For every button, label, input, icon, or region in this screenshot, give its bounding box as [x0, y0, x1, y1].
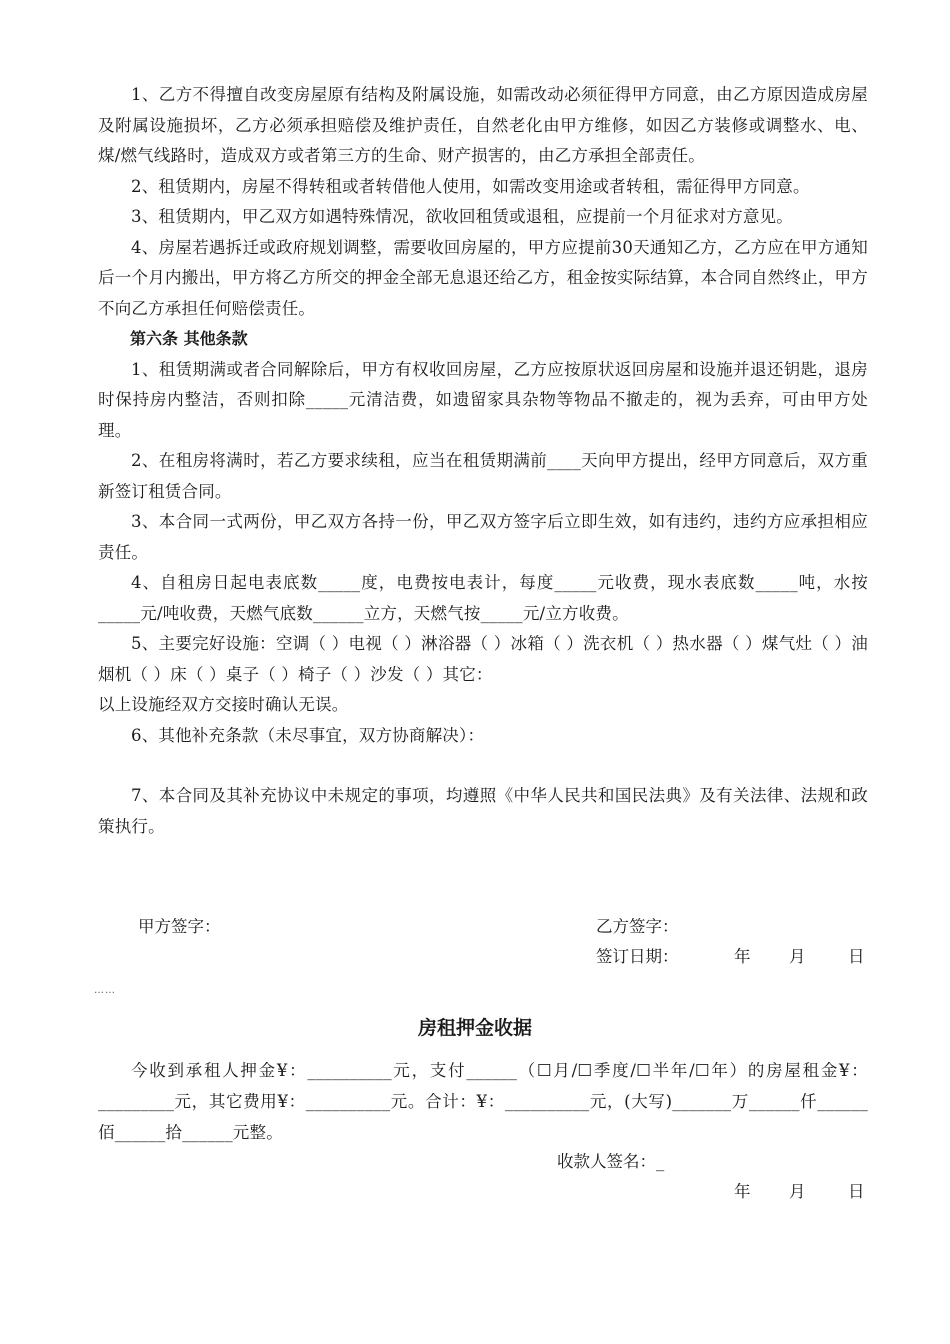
clause-5-3: 3、租赁期内，甲乙双方如遇特殊情况，欲收回租赁或退租，应提前一个月征求对方意见。 [131, 207, 793, 226]
clause-6-4: 4、自租房日起电表底数_____度，电费按电表计，每度_____元收费，现水表底数_____吨，水按_____元/吨收费，天燃气底数______立方，天燃气按_____元/立方收费。 [98, 573, 868, 623]
clause-6-2: 2、在租房将满时，若乙方要求续租，应当在租赁期满前____天向甲方提出，经甲方同意后，双方重新签订租赁合同。 [98, 451, 868, 501]
clause-6-7: 7、本合同及其补充协议中未规定的事项，均遵照《中华人民共和国民法典》及有关法律、法规和政策执行。 [98, 786, 868, 836]
receipt-title: 房租押金收据 [417, 1017, 532, 1039]
clause-5-1: 1、乙方不得擅自改变房屋原有结构及附属设施，如需改动必须征得甲方同意，由乙方原因造成房屋及附属设施损坏，乙方必须承担赔偿及维护责任，自然老化由甲方维修，如因乙方装修或调整水、电、煤/燃气线路时，造成双方或者第三方的生命、财产损害的，由乙方承担全部责任。 [98, 85, 868, 165]
blank-line [98, 751, 868, 781]
section-6-heading: 第六条 其他条款 [130, 329, 248, 348]
receipt-date-day: 日 [848, 1182, 865, 1201]
clause-6-6: 6、其他补充条款（未尽事宜，双方协商解决）： [131, 725, 485, 745]
sign-date-year: 年 [734, 947, 751, 966]
separator-dots: …… [94, 985, 116, 996]
contract-page [98, 80, 868, 966]
party-a-signature-label: 甲方签字： [138, 917, 221, 936]
receipt-text: 今收到承租人押金¥：__________元，支付______（☐月/☐季度/☐半年/☐年）的房屋租金¥：_________元，其它费用¥：__________元。合计：¥：__________元，(大写)_______万______仟______佰______拾______元整。 [98, 1061, 868, 1142]
clause-6-5: 5、主要完好设施：空调（ ）电视（ ）淋浴器（ ）冰箱（ ）洗衣机（ ）热水器（ ）煤气灶（ ）油烟机（ ）床（ ）桌子（ ）椅子（ ）沙发（ ）其它： [98, 634, 868, 684]
clause-5-2: 2、租赁期内，房屋不得转租或者转借他人使用，如需改变用途或者转租，需征得甲方同意。 [131, 176, 810, 196]
clause-5-4: 4、房屋若遇拆迁或政府规划调整，需要收回房屋的，甲方应提前30天通知乙方，乙方应在甲方通知后一个月内搬出，甲方将乙方所交的押金全部无息退还给乙方，租金按实际结算，本合同自然终止，甲方不向乙方承担任何赔偿责任。 [98, 237, 868, 318]
sign-date-month: 月 [789, 947, 806, 966]
facilities-confirmation: 以上设施经双方交接时确认无误。 [98, 695, 349, 714]
clause-6-1: 1、租赁期满或者合同解除后，甲方有权收回房屋，乙方应按原状返回房屋和设施并退还钥匙，退房时保持房内整洁，否则扣除_____元清洁费，如遗留家具杂物等物品不撤走的，视为丢弃，可由甲方处理。 [98, 359, 868, 440]
party-b-signature-label: 乙方签字： [596, 917, 679, 936]
clause-6-3: 3、本合同一式两份，甲乙双方各持一份，甲乙双方签字后立即生效，如有违约，违约方应承担相应责任。 [98, 512, 868, 562]
signature-row [98, 912, 868, 942]
sign-date-label: 签订日期： [596, 947, 679, 966]
payee-signature-label: 收款人签名：_ [557, 1152, 665, 1171]
receipt-date-month: 月 [789, 1182, 806, 1201]
receipt-body [98, 1055, 868, 1148]
sign-date-row [98, 942, 868, 972]
sign-date-day: 日 [848, 947, 865, 966]
receipt-date-row [98, 1178, 868, 1208]
receipt-date-year: 年 [734, 1182, 751, 1201]
